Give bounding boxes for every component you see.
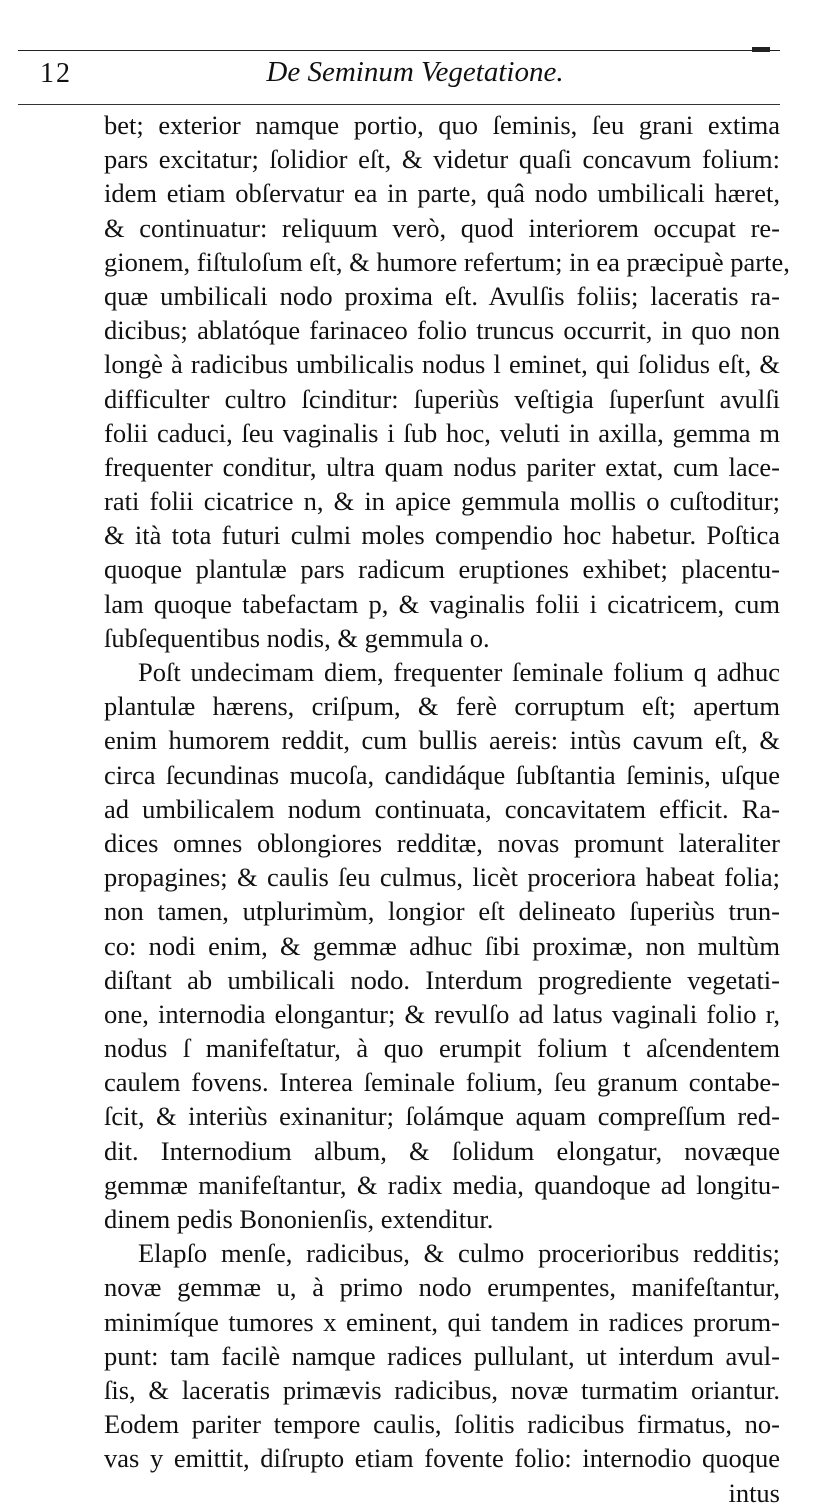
top-rule-mark	[752, 47, 770, 52]
text-line: gionem, fiſtuloſum eſt, & humore refertum; in ea præcipuè parte,	[104, 246, 790, 277]
text-line: non tamen, utplurimùm, longior eſt delineato ſuperiùs trun-	[104, 896, 780, 927]
top-rule	[18, 50, 780, 51]
text-line: & continuatur: reliquum verò, quod interiorem occupat re-	[104, 212, 780, 243]
text-line: ſis, & laceratis primævis radicibus, novæ turmatim oriantur.	[104, 1374, 780, 1405]
text-line: frequenter conditur, ultra quam nodus pariter extat, cum lace-	[104, 451, 780, 482]
body-text	[104, 108, 790, 1510]
running-title: De Seminum Vegetatione.	[266, 56, 564, 88]
paragraph-start-line: Poſt undecimam diem, frequenter ſeminale folium q adhuc	[138, 657, 780, 687]
text-line: nodus ſ manifeſtatur, à quo erumpit folium t aſcendentem	[104, 1033, 780, 1064]
text-line: caulem fovens. Interea ſeminale folium, ſeu granum contabe-	[104, 1067, 780, 1098]
page-number: 12	[40, 58, 72, 89]
header-rule	[18, 104, 780, 105]
text-line: dinem pedis Bononienſis, extenditur.	[104, 1204, 494, 1234]
text-line: lam quoque tabefactam p, & vaginalis folii i cicatricem, cum	[104, 588, 780, 619]
paragraph-start-line: Elapſo menſe, radicibus, & culmo procerioribus redditis;	[138, 1238, 780, 1269]
text-line: quæ umbilicali nodo proxima eſt. Avulſis foliis; laceratis ra-	[104, 280, 780, 311]
text-line: Eodem pariter tempore caulis, ſolitis radicibus firmatus, no-	[104, 1409, 780, 1440]
text-line: & ità tota futuri culmi moles compendio hoc habetur. Poſtica	[104, 520, 780, 551]
text-line: ſcit, & interiùs exinanitur; ſolámque aquam compreſſum red-	[104, 1101, 780, 1132]
text-line: ſubſequentibus nodis, & gemmula o.	[104, 622, 490, 653]
text-line: quoque plantulæ pars radicum eruptiones exhibet; placentu-	[104, 554, 780, 585]
text-line: dit. Internodium album, & ſolidum elongatur, novæque	[104, 1135, 780, 1166]
text-line: ad umbilicalem nodum continuata, concavitatem efficit. Ra-	[104, 793, 780, 824]
text-line: difficulter cultro ſcinditur: ſuperiùs veſtigia ſuperſunt avulſi	[104, 383, 780, 414]
text-line: novæ gemmæ u, à primo nodo erumpentes, manifeſtantur,	[104, 1272, 780, 1303]
text-line: one, internodia elongantur; & revulſo ad latus vaginali folio r,	[104, 998, 780, 1029]
text-line: dicibus; ablatóque farinaceo folio truncus occurrit, in quo non	[104, 315, 780, 346]
catchword: intus	[728, 1477, 780, 1508]
text-line: vas y emittit, diſrupto etiam fovente folio: internodio quoque	[104, 1443, 780, 1474]
text-line: diſtant ab umbilicali nodo. Interdum progrediente vegetati-	[104, 964, 780, 995]
text-line: gemmæ manifeſtantur, & radix media, quandoque ad longitu-	[104, 1169, 780, 1200]
text-line: minimíque tumores x eminent, qui tandem in radices prorum-	[104, 1306, 780, 1337]
text-line: enim humorem reddit, cum bullis aereis: intùs cavum eſt, &	[104, 725, 780, 756]
text-line: punt: tam facilè namque radices pullulant, ut interdum avul-	[104, 1340, 780, 1371]
text-line: co: nodi enim, & gemmæ adhuc ſibi proximæ, non multùm	[104, 930, 780, 961]
text-line: dices omnes oblongiores redditæ, novas promunt lateraliter	[104, 827, 780, 858]
text-line: circa ſecundinas mucoſa, candidáque ſubſtantia ſeminis, uſque	[104, 759, 780, 790]
text-line: propagines; & caulis ſeu culmus, licèt proceriora habeat folia;	[104, 862, 780, 893]
text-line: pars excitatur; ſolidior eſt, & videtur quaſi concavum folium:	[104, 144, 780, 175]
text-line: folii caduci, ſeu vaginalis i ſub hoc, veluti in axilla, gemma m	[104, 417, 780, 448]
text-line: longè à radicibus umbilicalis nodus l eminet, qui ſolidus eſt, &	[104, 349, 780, 380]
text-line: bet; exterior namque portio, quo ſeminis, ſeu grani extima	[104, 110, 780, 140]
text-line: idem etiam obſervatur ea in parte, quâ nodo umbilicali hæret,	[104, 178, 780, 209]
text-line: plantulæ hærens, criſpum, & ferè corruptum eſt; apertum	[104, 691, 780, 722]
text-line: rati folii cicatrice n, & in apice gemmula mollis o cuſtoditur;	[104, 486, 780, 517]
